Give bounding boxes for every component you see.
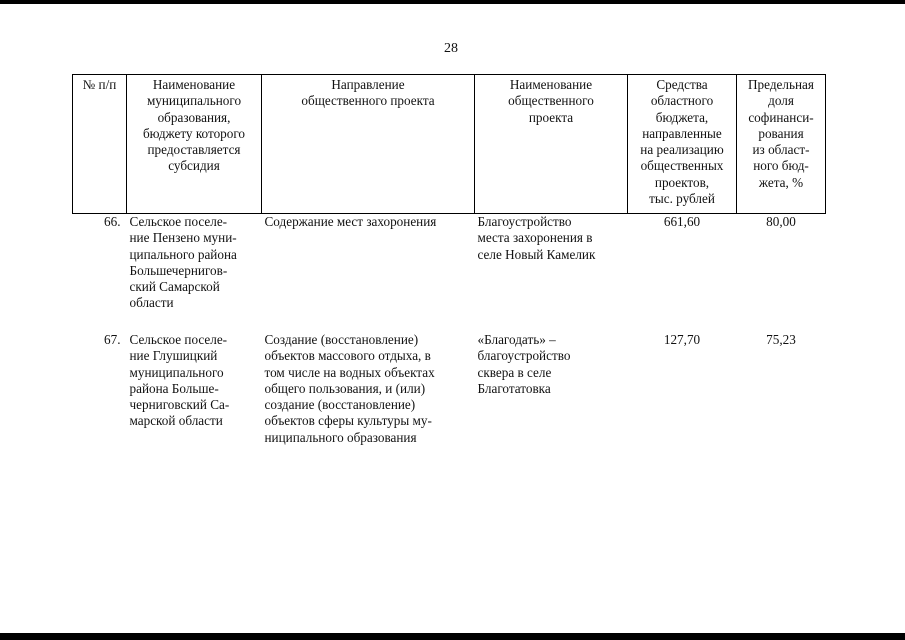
header-project-name: Наименование общественного проекта bbox=[475, 75, 628, 214]
header-row-number: № п/п bbox=[73, 75, 127, 214]
municipality-cell: Сельское поселе- ние Пензено муни- ципального района Большечернигов- ский Самарской области bbox=[129, 214, 237, 311]
table-header-row bbox=[73, 75, 826, 214]
header-project-direction: Направление общественного проекта bbox=[262, 75, 475, 214]
bottom-border-bar bbox=[0, 633, 905, 640]
direction-cell: Содержание мест захоронения bbox=[264, 214, 437, 229]
row-number: 66. bbox=[104, 214, 121, 229]
funds-cell: 127,70 bbox=[663, 332, 701, 347]
header-regional-funds: Средства областного бюджета, направленные на реализацию общественных проектов, тыс. рублей bbox=[628, 75, 737, 214]
subsidy-table bbox=[72, 74, 826, 446]
share-cell: 75,23 bbox=[766, 332, 796, 347]
project-cell: Благоустройство места захоронения в селе Новый Камелик bbox=[477, 214, 596, 262]
project-cell: «Благодать» – благоустройство сквера в селе Благотатовка bbox=[477, 332, 571, 396]
funds-cell: 661,60 bbox=[663, 214, 701, 229]
row-number: 67. bbox=[104, 332, 121, 347]
table-row bbox=[73, 320, 826, 446]
page-number: 28 bbox=[444, 41, 458, 56]
municipality-cell: Сельское поселе- ние Глушицкий муниципального района Больше- черниговский Са- марской области bbox=[129, 332, 230, 429]
header-municipality: Наименование муниципального образования, бюджету которого предоставляется субсидия bbox=[127, 75, 262, 214]
share-cell: 80,00 bbox=[766, 214, 796, 229]
top-border-bar bbox=[0, 0, 905, 4]
direction-cell: Создание (восстановление) объектов массового отдыха, в том числе на водных объектах общего пользования, и (или) создание (восстановление) объектов сферы культуры му- ниципального образования bbox=[264, 332, 435, 445]
table-row bbox=[73, 214, 826, 321]
header-cofinancing-share: Предельная доля софинанси- рования из област- ного бюд- жета, % bbox=[737, 75, 826, 214]
